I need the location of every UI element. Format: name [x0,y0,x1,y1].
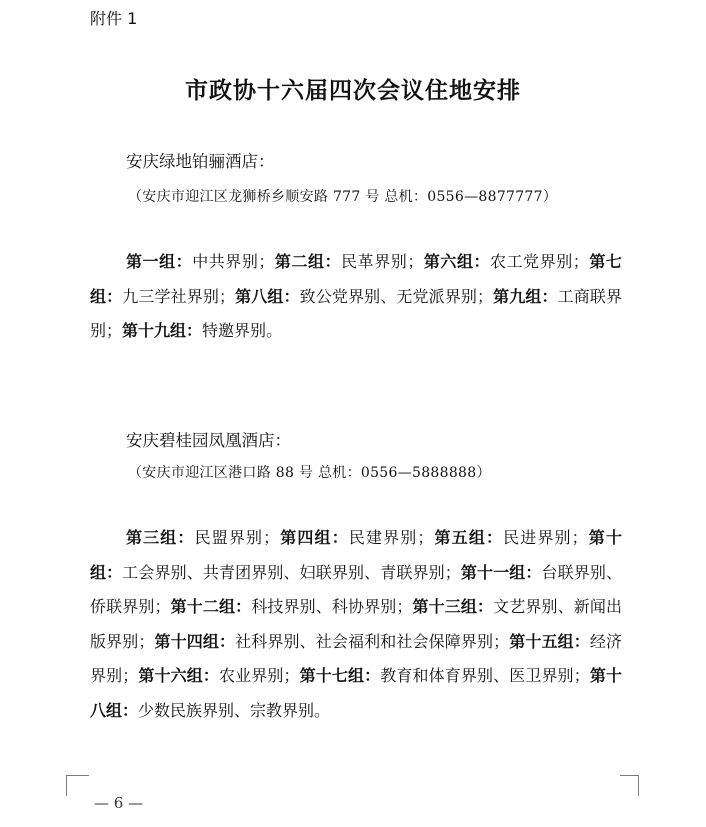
group-label: 第十六组： [138,666,219,685]
separator: ； [258,252,275,271]
separator: ； [283,666,300,685]
separator: ； [572,252,589,271]
hotel-1-name: 安庆绿地铂骊酒店： [126,152,275,171]
group-label: 第一组： [126,252,193,271]
separator: ； [106,321,123,340]
separator: ； [571,528,588,547]
separator: ； [138,631,155,651]
group-label: 第九组： [492,286,558,306]
separator: ； [417,528,434,547]
group-label: 第六组： [423,252,491,271]
separator: ； [573,666,590,685]
sector-name: 工会界别、共青团界别、妇联界别、青联界别 [122,562,445,582]
sector-name: 文艺界别、新闻出版界别 [90,597,622,651]
separator: ； [493,631,510,651]
group-label: 第七组： [90,252,622,306]
sector-name: 教育和体育界别、医卫界别 [380,666,574,685]
group-label: 第二组： [274,252,342,271]
hotel-2-name: 安庆碧桂园凤凰酒店： [126,431,291,450]
page-corner-mark-right [620,775,639,796]
sector-name: 特邀界别 [202,321,267,340]
group-label: 第四组： [279,528,349,547]
group-label: 第十组： [90,528,622,582]
document-title: 市政协十六届四次会议住地安排 [185,77,521,104]
group-label: 第十八组： [90,666,622,720]
sector-name: 民盟界别 [194,528,264,547]
hotel-1-address: （安庆市迎江区龙狮桥乡顺安路 777 号 总机：0556—8877777） [128,189,558,205]
sector-name: 致公党界别、无党派界别 [299,286,477,306]
separator: ； [218,286,235,306]
sector-name: 农工党界别 [490,252,573,271]
group-label: 第十三组： [412,597,494,616]
sector-name: 台联界别、侨联界别 [90,562,622,616]
sector-name: 工商联界别 [90,286,622,340]
sector-name: 科技界别、科协界别 [251,597,397,616]
sector-name: 经济界别 [90,631,622,685]
sector-name: 农业界别 [219,666,284,685]
separator: ； [444,562,461,582]
hotel-2-group-assignments [90,521,622,728]
page-corner-mark-left [66,775,89,796]
group-label: 第三组： [126,528,195,547]
separator: ； [122,666,139,685]
separator: 。 [314,700,331,720]
sector-name: 九三学社界别 [122,286,219,306]
separator: ； [396,597,413,616]
attachment-label: 附件 1 [90,9,138,28]
separator: ； [263,528,280,547]
group-label: 第十九组： [122,321,203,340]
separator: ； [407,252,424,271]
hotel-2-address: （安庆市迎江区港口路 88 号 总机：0556—5888888） [128,465,491,481]
separator: ； [476,286,493,306]
sector-name: 中共界别 [192,252,259,271]
group-label: 第五组： [433,528,504,547]
group-label: 第十七组： [299,666,381,685]
separator: 。 [266,321,283,340]
group-label: 第十四组： [154,631,236,651]
sector-name: 少数民族界别、宗教界别 [138,700,315,720]
sector-name: 民革界别 [341,252,408,271]
sector-name: 社科界别、社会福利和社会保障界别 [235,631,494,651]
group-label: 第八组： [235,286,300,306]
page-number: — 6 — [94,794,144,812]
group-label: 第十二组： [170,597,252,616]
group-label: 第十一组： [460,562,542,582]
sector-name: 民进界别 [503,528,572,547]
separator: ； [154,597,171,616]
sector-name: 民建界别 [348,528,418,547]
hotel-1-group-assignments [90,245,622,349]
group-label: 第十五组： [509,631,590,651]
